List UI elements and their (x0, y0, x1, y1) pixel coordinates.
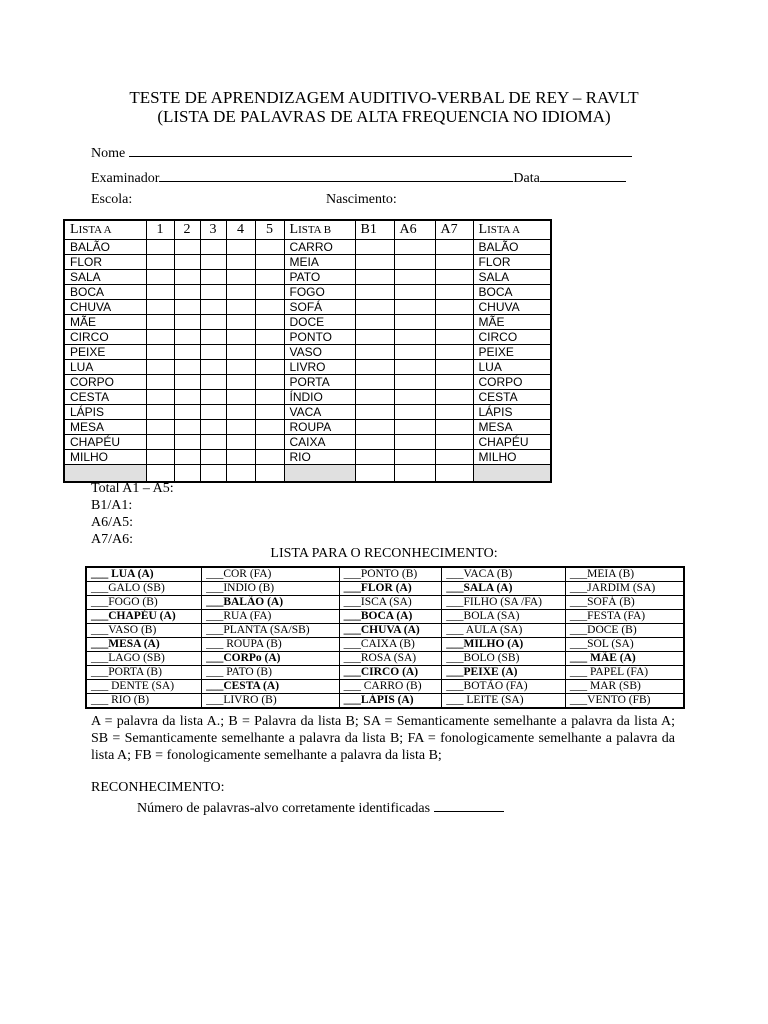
lista-b-word: PATO (284, 270, 355, 285)
header-lista-b: LISTA B (284, 220, 355, 240)
lista-a-word: MESA (473, 420, 551, 435)
trial-cell[interactable] (174, 405, 200, 420)
lista-a-word: LÁPIS (64, 405, 146, 420)
trial-cell[interactable] (146, 420, 174, 435)
recognition-item[interactable]: ___ DENTE (SA) (86, 680, 202, 694)
trial-cell[interactable] (146, 435, 174, 450)
trial-cell[interactable] (200, 360, 226, 375)
trial-cell[interactable] (255, 240, 284, 255)
trial-cell[interactable] (174, 435, 200, 450)
lista-b-word: VACA (284, 405, 355, 420)
trial-cell[interactable] (226, 270, 255, 285)
recognition-item[interactable]: ___DOCE (B) (565, 624, 684, 638)
lista-b-word: CAIXA (284, 435, 355, 450)
lista-a-word: SALA (473, 270, 551, 285)
table-row (64, 390, 551, 405)
trial-cell[interactable] (226, 450, 255, 465)
recognition-item[interactable]: ___BOLA (SA) (442, 610, 566, 624)
recognition-row (86, 624, 684, 638)
lista-b-word: CARRO (284, 240, 355, 255)
total-cell[interactable] (200, 465, 226, 483)
trial-cell[interactable] (226, 300, 255, 315)
trial-cell[interactable] (355, 435, 394, 450)
trial-cell[interactable] (146, 270, 174, 285)
trial-cell[interactable] (255, 345, 284, 360)
table-row (64, 375, 551, 390)
table-row (64, 240, 551, 255)
lista-a-word: CORPO (64, 375, 146, 390)
total-cell[interactable] (174, 465, 200, 483)
recognition-row (86, 596, 684, 610)
trial-cell[interactable] (146, 450, 174, 465)
trial-cell[interactable] (355, 255, 394, 270)
trial-cell[interactable] (200, 420, 226, 435)
recognition-item[interactable]: ___ RIO (B) (86, 694, 202, 709)
lista-b-word: ROUPA (284, 420, 355, 435)
lista-a-word: LUA (64, 360, 146, 375)
trial-cell[interactable] (146, 240, 174, 255)
recognition-item[interactable]: ___CHUVA (A) (339, 624, 442, 638)
trial-cell[interactable] (355, 270, 394, 285)
recognition-item[interactable]: ___PEIXE (A) (442, 666, 566, 680)
recognition-item[interactable]: ___ LUA (A) (86, 567, 202, 582)
trial-cell[interactable] (226, 240, 255, 255)
trial-cell[interactable] (146, 255, 174, 270)
escola-line (91, 192, 132, 208)
trial-cell[interactable] (226, 435, 255, 450)
legend-text: A = palavra da lista A.; B = Palavra da lista B; SA = Semanticamente semelhante a palavra da lista A; SB = Semanticamente semelhante a palavra da lista B; FA = fonologicamente semelhante a palavra da lista A; FB = fonologicamente semelhante a palavra da lista B; (91, 714, 675, 763)
trial-cell[interactable] (146, 300, 174, 315)
header-lista-a: LISTA A (64, 220, 146, 240)
trial-cell[interactable] (255, 300, 284, 315)
trial-cell[interactable] (355, 315, 394, 330)
trial-cell[interactable] (355, 300, 394, 315)
lista-b-word: FOGO (284, 285, 355, 300)
reconhecimento-count-line (137, 797, 504, 817)
recognition-item[interactable]: ___MESA (A) (86, 638, 202, 652)
trial-cell[interactable] (174, 240, 200, 255)
lista-a-word: CESTA (473, 390, 551, 405)
header-b1: B1 (355, 220, 394, 240)
trial-cell[interactable] (174, 330, 200, 345)
trial-cell[interactable] (394, 285, 435, 300)
header-trial-1: 1 (146, 220, 174, 240)
trial-cell[interactable] (255, 255, 284, 270)
trial-cell[interactable] (174, 285, 200, 300)
trial-cell[interactable] (226, 375, 255, 390)
trial-cell[interactable] (435, 405, 473, 420)
trial-cell[interactable] (226, 420, 255, 435)
trial-cell[interactable] (355, 345, 394, 360)
recognition-row (86, 694, 684, 709)
lista-b-word: VASO (284, 345, 355, 360)
table-row (64, 315, 551, 330)
lista-a-word: FLOR (64, 255, 146, 270)
trial-cell[interactable] (200, 300, 226, 315)
trial-cell[interactable] (146, 405, 174, 420)
recognition-item[interactable]: ___COR (FA) (202, 567, 340, 582)
trial-cell[interactable] (200, 405, 226, 420)
recognition-row (86, 610, 684, 624)
trial-cell[interactable] (174, 315, 200, 330)
header-row (64, 220, 551, 240)
recognition-item[interactable]: ___VENTO (FB) (565, 694, 684, 709)
trial-cell[interactable] (226, 360, 255, 375)
trial-cell[interactable] (200, 285, 226, 300)
trial-cell[interactable] (226, 390, 255, 405)
count-label: Número de palavras-alvo corretamente identificadas (137, 801, 431, 816)
recognition-item[interactable]: ___ CARRO (B) (339, 680, 442, 694)
trial-cell[interactable] (226, 330, 255, 345)
recognition-item[interactable]: ___ MÃE (A) (565, 652, 684, 666)
recognition-item[interactable]: ___ AULA (SA) (442, 624, 566, 638)
recognition-item[interactable]: ___JARDIM (SA) (565, 582, 684, 596)
nascimento-label: Nascimento: (326, 192, 397, 207)
lista-a-word: LUA (473, 360, 551, 375)
recognition-item[interactable]: ___CAIXA (B) (339, 638, 442, 652)
recognition-item[interactable]: ___MEIA (B) (565, 567, 684, 582)
trial-cell[interactable] (435, 255, 473, 270)
totals-block (91, 480, 174, 548)
trial-cell[interactable] (174, 300, 200, 315)
trial-cell[interactable] (255, 420, 284, 435)
recognition-row (86, 567, 684, 582)
trial-cell[interactable] (174, 420, 200, 435)
trial-cell[interactable] (394, 405, 435, 420)
trial-cell[interactable] (200, 435, 226, 450)
trial-cell[interactable] (394, 420, 435, 435)
table-row (64, 270, 551, 285)
total-cell (284, 465, 355, 483)
examinador-label: Examinador (91, 171, 160, 186)
recognition-item[interactable]: ___SOL (SA) (565, 638, 684, 652)
trial-cell[interactable] (394, 315, 435, 330)
recognition-item[interactable]: ___SALA (A) (442, 582, 566, 596)
lista-a-word: BOCA (473, 285, 551, 300)
trial-cell[interactable] (200, 345, 226, 360)
recognition-item[interactable]: ___GALO (SB) (86, 582, 202, 596)
trial-cell[interactable] (255, 285, 284, 300)
trial-cell[interactable] (146, 315, 174, 330)
trial-cell[interactable] (146, 330, 174, 345)
trial-cell[interactable] (355, 330, 394, 345)
trial-cell[interactable] (435, 345, 473, 360)
trial-cell[interactable] (226, 315, 255, 330)
trial-cell[interactable] (355, 375, 394, 390)
lista-b-word: ÍNDIO (284, 390, 355, 405)
recognition-item[interactable]: ___CHAPÉU (A) (86, 610, 202, 624)
total-cell[interactable] (394, 465, 435, 483)
lista-a-word: MESA (64, 420, 146, 435)
trial-cell[interactable] (174, 255, 200, 270)
trial-cell[interactable] (174, 270, 200, 285)
trial-cell[interactable] (355, 360, 394, 375)
lista-a-word: BALÃO (64, 240, 146, 255)
title-line-2: (LISTA DE PALAVRAS DE ALTA FREQUENCIA NO IDIOMA) (157, 107, 611, 126)
lista-a-word: MILHO (64, 450, 146, 465)
trial-cell[interactable] (255, 360, 284, 375)
lista-a-word: MÃE (473, 315, 551, 330)
table-row (64, 300, 551, 315)
recognition-item[interactable]: ___SOFÁ (B) (565, 596, 684, 610)
table-row (64, 345, 551, 360)
recognition-item[interactable]: ___PLANTA (SA/SB) (202, 624, 340, 638)
trial-cell[interactable] (435, 450, 473, 465)
trial-cell[interactable] (146, 360, 174, 375)
word-list-table (63, 219, 552, 483)
trial-cell[interactable] (394, 345, 435, 360)
trial-cell[interactable] (200, 390, 226, 405)
header-trial-5: 5 (255, 220, 284, 240)
trial-cell[interactable] (226, 345, 255, 360)
lista-a-word: PEIXE (473, 345, 551, 360)
lista-a-word: BALÃO (473, 240, 551, 255)
trial-cell[interactable] (435, 285, 473, 300)
trial-cell[interactable] (226, 405, 255, 420)
ratio-a7-a6: A7/A6: (91, 532, 133, 547)
lista-b-word: PORTA (284, 375, 355, 390)
trial-cell[interactable] (200, 255, 226, 270)
trial-cell[interactable] (394, 240, 435, 255)
recognition-item[interactable]: ___ISCA (SA) (339, 596, 442, 610)
header-trial-2: 2 (174, 220, 200, 240)
recognition-item[interactable]: ___LIVRO (B) (202, 694, 340, 709)
trial-cell[interactable] (146, 375, 174, 390)
trial-cell[interactable] (394, 270, 435, 285)
trial-cell[interactable] (394, 300, 435, 315)
ratio-b1-a1: B1/A1: (91, 498, 133, 513)
trial-cell[interactable] (435, 315, 473, 330)
trial-cell[interactable] (394, 330, 435, 345)
lista-a-word: CORPO (473, 375, 551, 390)
recognition-item[interactable]: ___ MAR (SB) (565, 680, 684, 694)
trial-cell[interactable] (146, 390, 174, 405)
recognition-item[interactable]: ___INDIO (B) (202, 582, 340, 596)
trial-cell[interactable] (200, 450, 226, 465)
lista-b-word: MEIA (284, 255, 355, 270)
recognition-item[interactable]: ___FILHO (SA /FA) (442, 596, 566, 610)
trial-cell[interactable] (355, 420, 394, 435)
total-cell (473, 465, 551, 483)
lista-a-word: MÃE (64, 315, 146, 330)
total-cell[interactable] (255, 465, 284, 483)
recognition-row (86, 666, 684, 680)
trial-cell[interactable] (355, 450, 394, 465)
trial-cell[interactable] (200, 375, 226, 390)
trial-cell[interactable] (174, 360, 200, 375)
trial-cell[interactable] (394, 390, 435, 405)
table-row (64, 405, 551, 420)
total-cell[interactable] (435, 465, 473, 483)
trial-cell[interactable] (174, 390, 200, 405)
recognition-row (86, 582, 684, 596)
trial-cell[interactable] (255, 315, 284, 330)
trial-cell[interactable] (435, 375, 473, 390)
trial-cell[interactable] (255, 450, 284, 465)
recognition-item[interactable]: ___FOGO (B) (86, 596, 202, 610)
trial-cell[interactable] (174, 375, 200, 390)
nome-line (91, 142, 632, 162)
trial-cell[interactable] (255, 435, 284, 450)
header-trial-3: 3 (200, 220, 226, 240)
trial-cell[interactable] (394, 435, 435, 450)
recognition-item[interactable]: ___ PAPEL (FA) (565, 666, 684, 680)
recognition-item[interactable]: ___VACA (B) (442, 567, 566, 582)
recognition-item[interactable]: ___FESTA (FA) (565, 610, 684, 624)
lista-a-word: FLOR (473, 255, 551, 270)
lista-a-word: BOCA (64, 285, 146, 300)
recognition-item[interactable]: ___CORPo (A) (202, 652, 340, 666)
recognition-row (86, 680, 684, 694)
recognition-item[interactable]: ___RUA (FA) (202, 610, 340, 624)
recognition-item[interactable]: ___CESTA (A) (202, 680, 340, 694)
total-cell[interactable] (226, 465, 255, 483)
data-field[interactable] (540, 167, 626, 182)
recognition-item[interactable]: ___VASO (B) (86, 624, 202, 638)
trial-cell[interactable] (200, 270, 226, 285)
lista-a-word: CIRCO (473, 330, 551, 345)
lista-b-word: DOCE (284, 315, 355, 330)
lista-b-word: RIO (284, 450, 355, 465)
trial-cell[interactable] (355, 240, 394, 255)
lista-a-word: MILHO (473, 450, 551, 465)
trial-cell[interactable] (435, 330, 473, 345)
trial-cell[interactable] (435, 360, 473, 375)
trial-cell[interactable] (200, 315, 226, 330)
reconhecimento-label: RECONHECIMENTO: (91, 780, 225, 795)
recognition-item[interactable]: ___FLOR (A) (339, 582, 442, 596)
trial-cell[interactable] (355, 405, 394, 420)
nome-field[interactable] (129, 142, 632, 157)
table-row (64, 360, 551, 375)
trial-cell[interactable] (226, 255, 255, 270)
recognition-row (86, 652, 684, 666)
recognition-item[interactable]: ___ROSA (SA) (339, 652, 442, 666)
lista-a-word: CIRCO (64, 330, 146, 345)
lista-a-word: CESTA (64, 390, 146, 405)
trial-cell[interactable] (435, 300, 473, 315)
table-row (64, 450, 551, 465)
recognition-item[interactable]: ___BOLO (SB) (442, 652, 566, 666)
trial-cell[interactable] (435, 270, 473, 285)
count-field[interactable] (434, 797, 504, 812)
examinador-field[interactable] (159, 167, 513, 182)
recognition-item[interactable]: ___ ROUPA (B) (202, 638, 340, 652)
recognition-title: LISTA PARA O RECONHECIMENTO: (270, 546, 498, 561)
title-line-1: TESTE DE APRENDIZAGEM AUDITIVO-VERBAL DE REY – RAVLT (129, 88, 639, 107)
lista-a-word: PEIXE (64, 345, 146, 360)
lista-b-word: PONTO (284, 330, 355, 345)
trial-cell[interactable] (146, 345, 174, 360)
lista-a-word: CHAPÉU (473, 435, 551, 450)
trial-cell[interactable] (394, 255, 435, 270)
trial-cell[interactable] (435, 390, 473, 405)
table-row (64, 255, 551, 270)
document-title (0, 88, 768, 126)
trial-cell[interactable] (394, 450, 435, 465)
lista-b-word: SOFÁ (284, 300, 355, 315)
table-row (64, 285, 551, 300)
trial-cell[interactable] (200, 330, 226, 345)
trial-cell[interactable] (255, 375, 284, 390)
trial-cell[interactable] (174, 450, 200, 465)
trial-cell[interactable] (174, 345, 200, 360)
trial-cell[interactable] (255, 390, 284, 405)
trial-cell[interactable] (435, 240, 473, 255)
trial-cell[interactable] (435, 435, 473, 450)
escola-label: Escola: (91, 192, 133, 207)
trial-cell[interactable] (355, 285, 394, 300)
trial-cell[interactable] (394, 360, 435, 375)
trial-cell[interactable] (435, 420, 473, 435)
lista-b-word: LIVRO (284, 360, 355, 375)
examinador-line (91, 167, 626, 187)
recognition-item[interactable]: ___LÁPIS (A) (339, 694, 442, 709)
recognition-table (85, 566, 685, 709)
table-row (64, 435, 551, 450)
total-cell[interactable] (355, 465, 394, 483)
data-label: Data (513, 171, 540, 186)
header-trial-4: 4 (226, 220, 255, 240)
trial-cell[interactable] (255, 270, 284, 285)
nascimento-line (326, 192, 397, 208)
trial-cell[interactable] (200, 240, 226, 255)
recognition-item[interactable]: ___PONTO (B) (339, 567, 442, 582)
header-lista-a-2: LISTA A (473, 220, 551, 240)
table-row (64, 420, 551, 435)
trial-cell[interactable] (394, 375, 435, 390)
trial-cell[interactable] (226, 285, 255, 300)
lista-a-word: LÁPIS (473, 405, 551, 420)
recognition-item[interactable]: ___ PATO (B) (202, 666, 340, 680)
recognition-row (86, 638, 684, 652)
recognition-item[interactable]: ___MILHO (A) (442, 638, 566, 652)
recognition-item[interactable]: ___ LEITE (SA) (442, 694, 566, 709)
header-a7: A7 (435, 220, 473, 240)
ratio-a6-a5: A6/A5: (91, 515, 133, 530)
table-row (64, 330, 551, 345)
recognition-item[interactable]: ___BOTÃO (FA) (442, 680, 566, 694)
trial-cell[interactable] (355, 390, 394, 405)
lista-a-word: CHUVA (64, 300, 146, 315)
trial-cell[interactable] (255, 330, 284, 345)
trial-cell[interactable] (255, 405, 284, 420)
recognition-item[interactable]: ___PORTA (B) (86, 666, 202, 680)
total-a1-a5: Total A1 – A5: (91, 481, 174, 496)
lista-a-word: CHUVA (473, 300, 551, 315)
nome-label: Nome (91, 146, 126, 161)
recognition-item[interactable]: ___BALÃO (A) (202, 596, 340, 610)
recognition-item[interactable]: ___LAGO (SB) (86, 652, 202, 666)
trial-cell[interactable] (146, 285, 174, 300)
header-a6: A6 (394, 220, 435, 240)
recognition-item[interactable]: ___CIRCO (A) (339, 666, 442, 680)
recognition-item[interactable]: ___BOCA (A) (339, 610, 442, 624)
lista-a-word: SALA (64, 270, 146, 285)
lista-a-word: CHAPÉU (64, 435, 146, 450)
